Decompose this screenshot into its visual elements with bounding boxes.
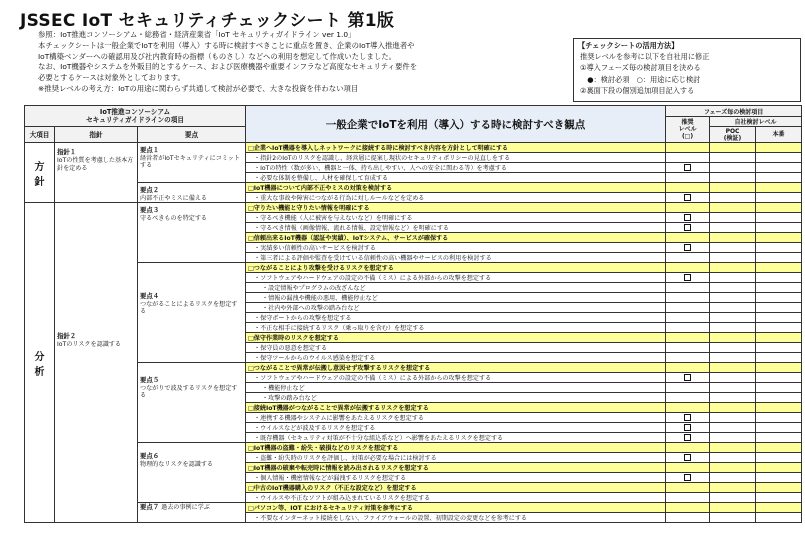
check-item: □守りたい機能と守りたい情報を明確にする [246,203,666,213]
check-item: ・第三者による評価や監査を受けている信頼性の高い機器やサービスの利用を検討する [246,253,666,263]
guideline-header: IoT推進コンソーシアム セキュリティガイドラインの項目 [25,106,246,127]
check-item: ・設定情報やプログラムの改ざんなど [246,283,666,293]
main-header: 一般企業でIoTを利用（導入）する時に検討すべき観点 [246,106,666,143]
check-item: □つながることにより攻撃を受けるリスクを想定する [246,263,666,273]
check-item: ・守るべき情報（画像情報、流れる情報、設定情報など）を明確にする [246,223,666,233]
checkbox[interactable] [684,194,691,201]
table-row [25,503,802,513]
intro-line: 本チェックシートは一般企業でIoTを利用（導入）する時に検討すべきことに重点を置き、企業のIoT導入推進者や [38,40,415,50]
point-4: 要点４ つながることによるリスクを想定する [138,263,246,363]
check-item: ・実績多い信頼性の高いサービスを検討する [246,243,666,253]
policy-1: 指針１ IoTの性質を考慮した基本方針を定める [55,143,138,203]
table-row [25,263,802,273]
point-6: 要点６ 物理的なリスクを認識する [138,443,246,503]
check-item: ・連携する機器やシステムに影響をあたえるリスクを想定する [246,413,666,423]
check-item: ・盗難・紛失時のリスクを評価し、対策が必要な場合には検討する [246,453,666,463]
check-item: □IoT機器の盗難・紛失・破損などのリスクを想定する [246,443,666,453]
recommended-level-header: 推奨 レベル (□) [666,117,710,143]
checkbox[interactable] [684,214,691,221]
check-item: ・ソフトウェアやハードウェアの設定の不備（ミス）による外部からの攻撃を想定する [246,273,666,283]
checkbox[interactable] [684,274,691,281]
check-item: ・情報の漏洩や機能の悪用、機能停止など [246,293,666,303]
check-item: □パソコン等、IOT におけるセキュリティ対策を参考にする [246,503,666,513]
usage-heading: 【チェックシートの活用方法】 [578,41,679,50]
checkbox[interactable] [684,164,691,171]
phase-header: フェーズ毎の検討項目 [666,106,802,117]
check-item: ・不正な相手に接続するリスク（乗っ取りを含む）を想定する [246,323,666,333]
intro-line: ※推奨レベルの考え方：IoTの用途に関わらず共通して検討が必要で、大きな投資を伴わない項目 [38,83,359,93]
checkbox[interactable] [684,454,691,461]
intro-line: なお、IoT機器やシステムを外販目的とするケース、および医療機器や重要インフラなど高度なセキュリティ要件を [38,62,418,72]
table-row [25,443,802,453]
point-2: 要点２ 内部不正やミスに備える [138,183,246,203]
company-level-header: 自社検討レベル [710,117,802,127]
check-item: ・攻撃の踏み台など [246,393,666,403]
usage-line: ①導入フェーズ毎の検討項目を決める [580,63,701,73]
usage-box [573,38,801,102]
policy-col-header: 指針 [55,127,138,143]
checkbox[interactable] [684,374,691,381]
production-header: 本番 [756,127,802,143]
checkbox[interactable] [684,224,691,231]
intro-line: 必要とするケースは対象外としております。 [38,73,185,83]
check-item: ・保守員の悪意を想定する [246,343,666,353]
check-item: ・機能停止など [246,383,666,393]
point-7: 要点７ 過去の事例に学ぶ [138,503,246,523]
table-row [25,203,802,213]
checkbox[interactable] [684,414,691,421]
check-item: ・IoTの特性（数が多い、機器と一体、持ち出しやすい、人への安全に関わる等）を考慮する [246,163,666,173]
point-5: 要点５ つながりで波及するリスクを想定する [138,363,246,443]
check-item: □信頼出来るIoT機器（認証や実績）、IoTシステム、サービスが確保する [246,233,666,243]
section-bunseki: 分 析 [25,203,55,523]
usage-line: ②裏面下段の個別追加項目記入する [580,85,695,95]
point-1: 要点１ 経営者がIoTセキュリティにコミットする [138,143,246,183]
intro-text [38,30,558,95]
check-item: ・守るべき機能（人に被害を与えないなど）を明確にする [246,213,666,223]
section-col-header: 大項目 [25,127,55,143]
check-item: ・保守ポートからの攻撃を想定する [246,313,666,323]
checkbox[interactable] [684,244,691,251]
usage-line: 推奨レベルを参考に以下を自社用に修正 [580,52,710,62]
point-3: 要点３ 守るべきものを特定する [138,203,246,263]
intro-line: 参照：IoT推進コンソーシアム・総務省・経済産業省「IoT セキュリティガイドライン ver 1.0」 [38,30,356,39]
check-item: ・必要な体制を整備し、人材を確保して育成する [246,173,666,183]
check-item: ・ウイルスなどが波及するリスクを想定する [246,423,666,433]
section-hoshin: 方 針 [25,143,55,203]
check-item: ・不要なインターネット接続をしない、ファイアウォールの設置、初期設定の変更などを参考にする [246,513,666,523]
intro-line: IoT構築ベンダーへの確認用及び社内教育時の指標（ものさし）などへの利用を想定して作成いたしました。 [38,51,396,61]
check-item: □つながることで異常が伝搬し意図せず攻撃するリスクを想定する [246,363,666,373]
checkbox[interactable] [684,424,691,431]
check-item: ・既存機器（セキュリティ対策が不十分な組込系など）へ影響をあたえるリスクを想定する [246,433,666,443]
policy-2: 指針２ IoTのリスクを認識する [55,203,138,523]
check-item: □企業へIoT機器を導入しネットワークに接続する時に検討すべき内容を方針として明確にする [246,143,666,153]
check-item: □保守作業時のリスクを想定する [246,333,666,343]
checkbox[interactable] [684,434,691,441]
point-col-header: 要点 [138,127,246,143]
table-row [25,363,802,373]
usage-line: ●：検討必須 ○：用途に応じ検討 [580,74,701,84]
check-item: ・個人情報・機密情報などが漏洩するリスクを想定する [246,473,666,483]
check-item: ・保守ツールからのウイルス感染を想定する [246,353,666,363]
check-item: □IoT機器について内部不正やミスの対策を検討する [246,183,666,193]
check-item: ・社内や外部への攻撃の踏み台など [246,303,666,313]
check-item: ・ソフトウェアやハードウェアの設定の不備（ミス）による外部からの攻撃を想定する [246,373,666,383]
checkbox[interactable] [684,474,691,481]
table-row [25,183,802,193]
sheet-title: JSSEC IoT セキュリティチェックシート 第1版 [20,11,395,31]
check-item: ・指針2のIoTのリスクを認識し、経営層に提案し現状のセキュリティポリシーの見直しをする [246,153,666,163]
check-item: ・重大な事故や障害につながる行為に対しルールなどを定める [246,193,666,203]
table-row [25,143,802,153]
check-item: □接続IoT機器がつながることで異常が伝搬するリスクを想定する [246,403,666,413]
poc-header: POC (検証) [710,127,756,143]
check-item: □IoT機器の破棄や転売時に情報を読み出されるリスクを想定する [246,463,666,473]
checklist-table [24,105,802,523]
check-item: □中古のIoT機器購入のリスク（不正な設定など）を想定する [246,483,666,493]
check-item: ・ウイルスや不正なソフトが組み込まれているリスクを想定する [246,493,666,503]
